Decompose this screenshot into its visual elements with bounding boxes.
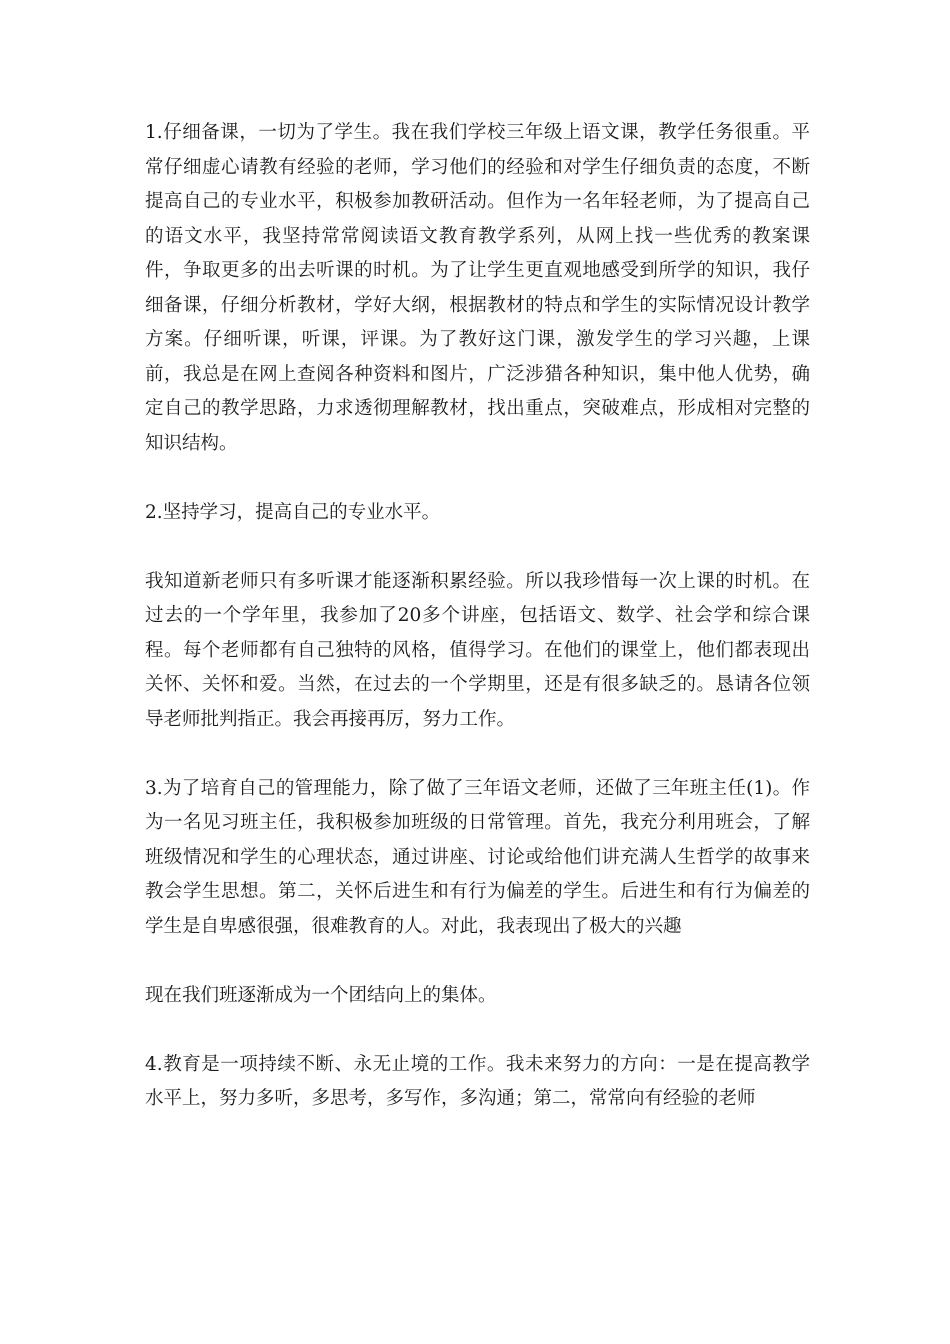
paragraph-careful-preparation: 1.仔细备课，一切为了学生。我在我们学校三年级上语文课，教学任务很重。平常仔细虚心请教有经验的老师，学习他们的经验和对学生仔细负责的态度，不断提高自己的专业水平，积极参加教研活动。但作为一名年轻老师，为了提高自己的语文水平，我坚持常常阅读语文教育教学系列，从网上找一些优秀的教案课件，争取更多的出去听课的时机。为了让学生更直观地感受到所学的知识，我仔细备课，仔细分析教材，学好大纲，根据教材的特点和学生的实际情况设计教学方案。仔细听课，听课，评课。为了教好这门课，激发学生的学习兴趣，上课前，我总是在网上查阅各种资料和图片，广泛涉猎各种知识，集中他人优势，确定自己的教学思路，力求透彻理解教材，找出重点，突破难点，形成相对完整的知识结构。 xyxy=(145,122,810,454)
paragraph-attend-lectures: 我知道新老师只有多听课才能逐渐积累经验。所以我珍惜每一次上课的时机。在过去的一个学年里，我参加了20多个讲座，包括语文、数学、社会学和综合课程。每个老师都有自己独特的风格，值得学习。在他们的课堂上，他们都表现出关怀、关怀和爱。当然，在过去的一个学期里，还是有很多缺乏的。恳请各位领导老师批判指正。我会再接再厉，努力工作。 xyxy=(145,570,810,730)
paragraph-united-class: 现在我们班逐渐成为一个团结向上的集体。 xyxy=(145,984,497,1006)
paragraph-future-direction: 4.教育是一项持续不断、永无止境的工作。我未来努力的方向：一是在提高教学水平上，努力多听，多思考，多写作，多沟通；第二，常常向有经验的老师 xyxy=(145,1053,810,1109)
paragraph-keep-learning-heading: 2.坚持学习，提高自己的专业水平。 xyxy=(145,501,441,523)
document-body xyxy=(145,116,810,1117)
paragraph-class-management: 3.为了培育自己的管理能力，除了做了三年语文老师，还做了三年班主任(1)。作为一名见习班主任，我积极参加班级的日常管理。首先，我充分利用班会，了解班级情况和学生的心理状态，通过讲座、讨论或给他们讲充满人生哲学的故事来教会学生思想。第二，关怀后进生和有行为偏差的学生。后进生和有行为偏差的学生是自卑感很强，很难教育的人。对此，我表现出了极大的兴趣 xyxy=(145,777,810,937)
